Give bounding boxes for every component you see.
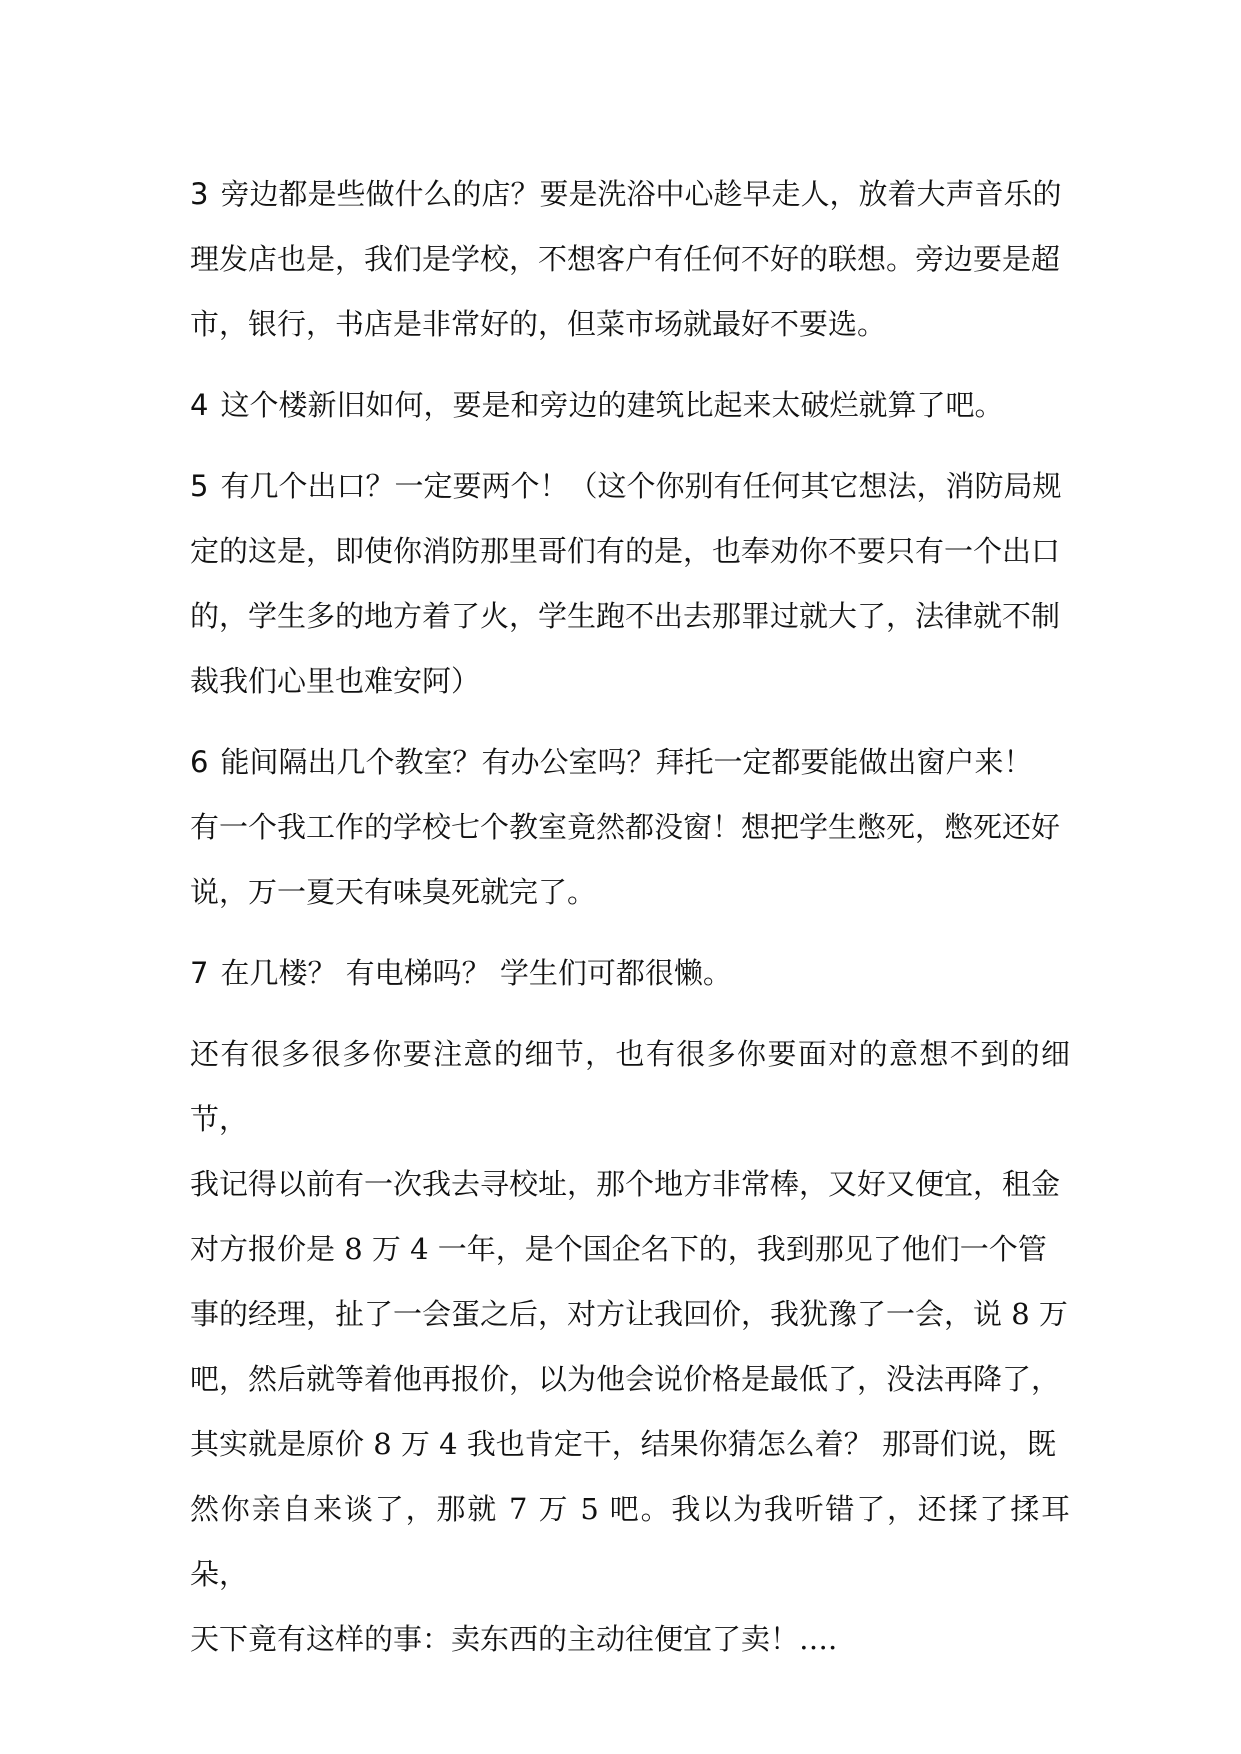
paragraph-number: 5 bbox=[190, 469, 209, 503]
paragraph-line: 还有很多很多你要注意的细节，也有很多你要面对的意想不到的细节， bbox=[190, 1037, 1070, 1136]
paragraph-line: 说，万一夏天有味臭死就完了。 bbox=[190, 875, 597, 909]
paragraph-line: 能间隔出几个教室？有办公室吗？拜托一定都要能做出窗户来！ bbox=[220, 745, 1033, 779]
document-body bbox=[190, 162, 1070, 1688]
paragraph-line: 我记得以前有一次我去寻校址，那个地方非常棒，又好又便宜，租金 bbox=[190, 1167, 1061, 1201]
paragraph-line: 事的经理，扯了一会蛋之后，对方让我回价，我犹豫了一会，说 8 万 bbox=[190, 1297, 1068, 1331]
paragraph-number: 7 bbox=[190, 956, 209, 990]
paragraph-story bbox=[190, 1022, 1070, 1672]
paragraph-item-7 bbox=[190, 941, 1070, 1006]
paragraph-line: 有一个我工作的学校七个教室竟然都没窗！想把学生憋死，憋死还好 bbox=[190, 810, 1061, 844]
paragraph-line: 在几楼？ 有电梯吗？ 学生们可都很懒。 bbox=[220, 956, 732, 990]
paragraph-number: 4 bbox=[190, 388, 209, 422]
paragraph-line: 市，银行，书店是非常好的，但菜市场就最好不要选。 bbox=[190, 307, 887, 341]
paragraph-number: 3 bbox=[190, 177, 209, 211]
paragraph-item-3 bbox=[190, 162, 1070, 357]
paragraph-item-4 bbox=[190, 373, 1070, 438]
paragraph-line: 然你亲自来谈了，那就 7 万 5 吧。我以为我听错了，还揉了揉耳朵， bbox=[190, 1492, 1070, 1591]
paragraph-line: 这个楼新旧如何，要是和旁边的建筑比起来太破烂就算了吧。 bbox=[220, 388, 1004, 422]
paragraph-number: 6 bbox=[190, 745, 209, 779]
paragraph-item-6 bbox=[190, 730, 1070, 925]
paragraph-line: 对方报价是 8 万 4 一年，是个国企名下的，我到那见了他们一个管 bbox=[190, 1232, 1047, 1266]
paragraph-line: 有几个出口？一定要两个！（这个你别有任何其它想法，消防局规 bbox=[220, 469, 1062, 503]
paragraph-line: 定的这是，即使你消防那里哥们有的是，也奉劝你不要只有一个出口 bbox=[190, 534, 1061, 568]
paragraph-line: 其实就是原价 8 万 4 我也肯定干，结果你猜怎么着？ 那哥们说，既 bbox=[190, 1427, 1056, 1461]
paragraph-line: 裁我们心里也难安阿） bbox=[190, 664, 481, 698]
paragraph-line: 的，学生多的地方着了火，学生跑不出去那罪过就大了，法律就不制 bbox=[190, 599, 1061, 633]
paragraph-line: 吧，然后就等着他再报价，以为他会说价格是最低了，没法再降了， bbox=[190, 1362, 1061, 1396]
paragraph-item-5 bbox=[190, 454, 1070, 714]
paragraph-line: 天下竟有这样的事：卖东西的主动往便宜了卖！…. bbox=[190, 1622, 838, 1656]
paragraph-line: 旁边都是些做什么的店？要是洗浴中心趁早走人，放着大声音乐的 bbox=[220, 177, 1062, 211]
paragraph-line: 理发店也是，我们是学校，不想客户有任何不好的联想。旁边要是超 bbox=[190, 242, 1061, 276]
